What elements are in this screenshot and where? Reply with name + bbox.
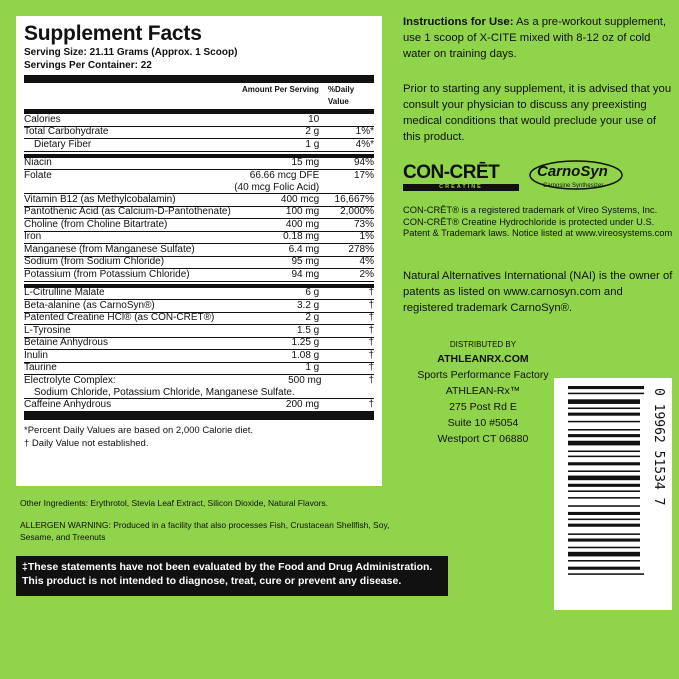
nutrient-dv: † — [368, 312, 374, 324]
nutrient-amount — [234, 170, 320, 194]
nutrient-dv: 2,000% — [340, 206, 374, 218]
barcode-bar — [568, 393, 644, 395]
facts-row — [24, 194, 374, 207]
nutrient-amount: 2 g — [305, 126, 320, 138]
nutrient-dv: 17% — [353, 170, 374, 181]
nutrient-dv: † — [368, 349, 374, 361]
distributor-line: Westport CT 06880 — [437, 433, 529, 445]
concret-trademark-notice: CON-CRĒT® is a registered trademark of Vireo Systems, Inc. CON-CRĒT® Creatine Hydrochloride is protected under U.S. Patent & Trademark laws. Notice listed at www.vireosystems.com — [403, 205, 673, 238]
divider-thick — [24, 412, 374, 420]
nutrient-amount: 1.25 g — [291, 337, 320, 349]
col-amount: Amount Per Serving — [242, 85, 319, 94]
barcode-bar — [568, 567, 640, 570]
distributor-block — [403, 339, 563, 447]
facts-row — [24, 300, 374, 313]
nutrient-name: Iron — [24, 231, 42, 243]
barcode-bar — [568, 519, 640, 521]
facts-row — [24, 313, 374, 326]
allergen-warning: ALLERGEN WARNING: Produced in a facility that also processes Fish, Crustacean Shellfish, Soy, Sesame, and Treenuts — [20, 520, 390, 542]
barcode-bar — [568, 399, 640, 404]
nutrient-dv: 2% — [359, 268, 374, 280]
facts-row — [24, 127, 374, 140]
facts-title: Supplement Facts — [24, 22, 202, 45]
concret-logo: CON-CRĒT — [403, 162, 500, 183]
facts-row — [24, 139, 374, 152]
facts-row — [24, 207, 374, 220]
barcode-bar — [568, 539, 640, 542]
servings-per-container: Servings Per Container: 22 — [24, 60, 152, 71]
nutrient-amount: 0.18 mg — [283, 231, 320, 243]
barcode-bar — [568, 573, 644, 575]
barcode-bar — [568, 476, 640, 481]
facts-row — [24, 363, 374, 376]
barcode-bar — [568, 441, 640, 446]
barcode-bar — [568, 429, 640, 431]
col-dv: %Daily Value — [327, 85, 355, 106]
barcode-bar — [568, 552, 640, 557]
nutrient-name: L-Tyrosine — [24, 324, 71, 336]
nutrient-name: Taurine — [24, 362, 57, 374]
concret-logo-sub: CREATINE — [403, 184, 519, 191]
nutrient-dv: 1%* — [355, 126, 374, 138]
nutrient-amount: 2 g — [305, 312, 320, 324]
nutrient-dv: † — [368, 287, 374, 299]
barcode-bar — [568, 386, 644, 389]
barcode-bar — [568, 434, 640, 437]
nutrient-name: Patented Creatine HCl® (as CON-CRET®) — [24, 312, 215, 324]
barcode-digits: 0 19962 51534 7 — [651, 388, 666, 506]
nutrient-dv: † — [368, 362, 374, 374]
nutrient-name: L-Citrulline Malate — [24, 287, 105, 299]
nutrient-amount: 1 g — [305, 362, 320, 374]
nutrient-dv: † — [368, 375, 374, 386]
nutrient-dv: 4% — [359, 256, 374, 268]
electrolyte-name: Electrolyte Complex: — [24, 375, 116, 386]
nutrient-name: Vitamin B12 (as Methylcobalamin) — [24, 193, 176, 205]
facts-row — [24, 325, 374, 338]
facts-group-4 — [24, 288, 374, 376]
facts-group-2 — [24, 158, 374, 171]
barcode-bar — [568, 413, 640, 416]
facts-row — [24, 232, 374, 245]
barcode-bar — [568, 421, 640, 423]
nutrient-name: Inulin — [24, 349, 48, 361]
barcode — [554, 378, 672, 610]
instructions-text: As a pre-workout supplement, use 1 scoop of X-CITE mixed with 8-12 oz of cold water on training days. — [403, 16, 667, 60]
nutrient-name: Choline (from Choline Bitartrate) — [24, 218, 168, 230]
nutrient-amount: 94 mg — [291, 268, 320, 280]
nutrient-amount: 95 mg — [291, 256, 320, 268]
facts-row-caffeine — [24, 399, 374, 412]
barcode-bar — [568, 470, 640, 472]
facts-row — [24, 288, 374, 301]
disclaimer-line-2: This product is not intended to diagnose, treat, cure or prevent any disease. — [22, 575, 402, 587]
nutrient-amount: 1.5 g — [297, 324, 320, 336]
facts-row-electrolyte — [24, 375, 374, 399]
barcode-bar — [568, 505, 640, 507]
electrolyte-sub: Sodium Chloride, Potassium Chloride, Manganese Sulfate. — [34, 387, 295, 398]
nutrient-dv: 94% — [353, 157, 374, 169]
nutrient-dv: 4%* — [355, 138, 374, 150]
disclaimer-line-1: ‡These statements have not been evaluated by the Food and Drug Administration. — [22, 561, 433, 573]
nutrient-dv: † — [368, 324, 374, 336]
nai-notice: Natural Alternatives International (NAI) is the owner of patents as listed on www.carnosyn.com and registered trademark CarnoSyn®. — [403, 270, 673, 314]
nutrient-amount: 6.4 mg — [288, 243, 320, 255]
facts-row — [24, 350, 374, 363]
facts-row — [24, 114, 374, 127]
supplement-facts-panel — [16, 16, 382, 486]
nutrient-amount: 500 mg — [288, 375, 322, 386]
barcode-bar — [568, 560, 640, 562]
nutrient-name: Niacin — [24, 157, 52, 169]
fda-disclaimer — [16, 556, 448, 596]
facts-row — [24, 158, 374, 171]
logos — [403, 154, 673, 198]
nutrient-dv: † — [368, 299, 374, 311]
barcode-bar — [568, 451, 640, 453]
nutrient-amount: 100 mg — [285, 206, 320, 218]
folate-amount: 66.66 mcg DFE — [249, 170, 320, 181]
carnosyn-logo-sub: Carnosine Synthesizer — [543, 183, 604, 189]
nutrient-name: Beta-alanine (as CarnoSyn®) — [24, 299, 155, 311]
nutrient-amount: 200 mg — [285, 398, 320, 410]
distributor-line: Sports Performance Factory — [417, 369, 549, 381]
column-headers — [24, 83, 374, 109]
nutrient-name — [24, 375, 295, 399]
facts-row — [24, 338, 374, 351]
nutrient-amount: 400 mg — [285, 218, 320, 230]
facts-row-folate — [24, 170, 374, 194]
nutrient-dv: 73% — [353, 218, 374, 230]
nutrient-dv: † — [368, 398, 374, 410]
facts-row — [24, 219, 374, 232]
barcode-bar — [568, 408, 640, 410]
nutrient-amount: 1.08 g — [291, 349, 320, 361]
barcode-bar — [568, 462, 640, 465]
nutrient-amount: 3.2 g — [297, 299, 320, 311]
distributor-line: ATHLEAN-Rx™ — [445, 385, 521, 397]
nutrient-amount: 15 mg — [291, 157, 320, 169]
other-ingredients: Other Ingredients: Erythrotol, Stevia Leaf Extract, Silicon Dioxide, Natural Flavors. — [20, 498, 329, 508]
nutrient-name: Betaine Anhydrous — [24, 337, 108, 349]
barcode-bar — [568, 524, 640, 527]
carnosyn-logo: CarnoSyn — [537, 163, 608, 180]
nutrient-dv: 1% — [359, 231, 374, 243]
nutrient-dv: 16,667% — [334, 193, 374, 205]
nutrient-name: Total Carbohydrate — [24, 126, 109, 138]
nutrient-dv: 278% — [348, 243, 374, 255]
footnote-dv: *Percent Daily Values are based on 2,000 Calorie diet. — [24, 424, 254, 436]
divider-thick — [24, 75, 374, 83]
facts-row — [24, 269, 374, 282]
nutrient-amount: 400 mcg — [280, 193, 320, 205]
nutrient-name: Dietary Fiber — [34, 138, 92, 150]
nutrient-name: Potassium (from Potassium Chloride) — [24, 268, 190, 280]
nutrient-name: Caffeine Anhydrous — [24, 398, 112, 410]
distributor-label: DISTRIBUTED BY — [449, 340, 517, 349]
distributor-line: 275 Post Rd E — [449, 401, 517, 413]
distributor-line: Suite 10 #5054 — [447, 417, 519, 429]
barcode-bar — [568, 456, 640, 458]
barcode-bar — [568, 547, 640, 549]
folate-amount-2: (40 mcg Folic Acid) — [234, 182, 320, 193]
instructions — [403, 14, 673, 62]
nutrient-name: Calories — [24, 113, 61, 125]
barcode-bar — [568, 490, 640, 492]
nutrient-amount: 6 g — [305, 287, 320, 299]
barcode-bar — [568, 533, 640, 535]
facts-group-3 — [24, 194, 374, 282]
facts-row — [24, 257, 374, 270]
distributor-site: ATHLEANRX.COM — [437, 353, 529, 365]
facts-row — [24, 244, 374, 257]
nutrient-name: Folate — [24, 170, 52, 181]
nutrient-name: Sodium (from Sodium Chloride) — [24, 256, 165, 268]
physician-advice: Prior to starting any supplement, it is advised that you consult your physician to discuss any preexisting medical conditions that would preclude your use of this product. — [403, 83, 672, 143]
instructions-label: Instructions for Use: — [403, 16, 514, 28]
barcode-bar — [568, 484, 640, 487]
footnotes — [24, 420, 374, 450]
nutrient-amount: 10 — [308, 113, 320, 125]
nutrient-amount: 1 g — [305, 138, 320, 150]
footnote-dagger: † Daily Value not established. — [24, 437, 149, 449]
barcode-bar — [568, 497, 640, 499]
nutrient-name: Pantothenic Acid (as Calcium-D-Pantothenate) — [24, 206, 231, 218]
nutrient-dv: † — [368, 337, 374, 349]
nutrient-name: Manganese (from Manganese Sulfate) — [24, 243, 195, 255]
serving-size: Serving Size: 21.11 Grams (Approx. 1 Scoop) — [24, 47, 238, 58]
barcode-bar — [568, 512, 640, 515]
facts-group-1 — [24, 114, 374, 152]
